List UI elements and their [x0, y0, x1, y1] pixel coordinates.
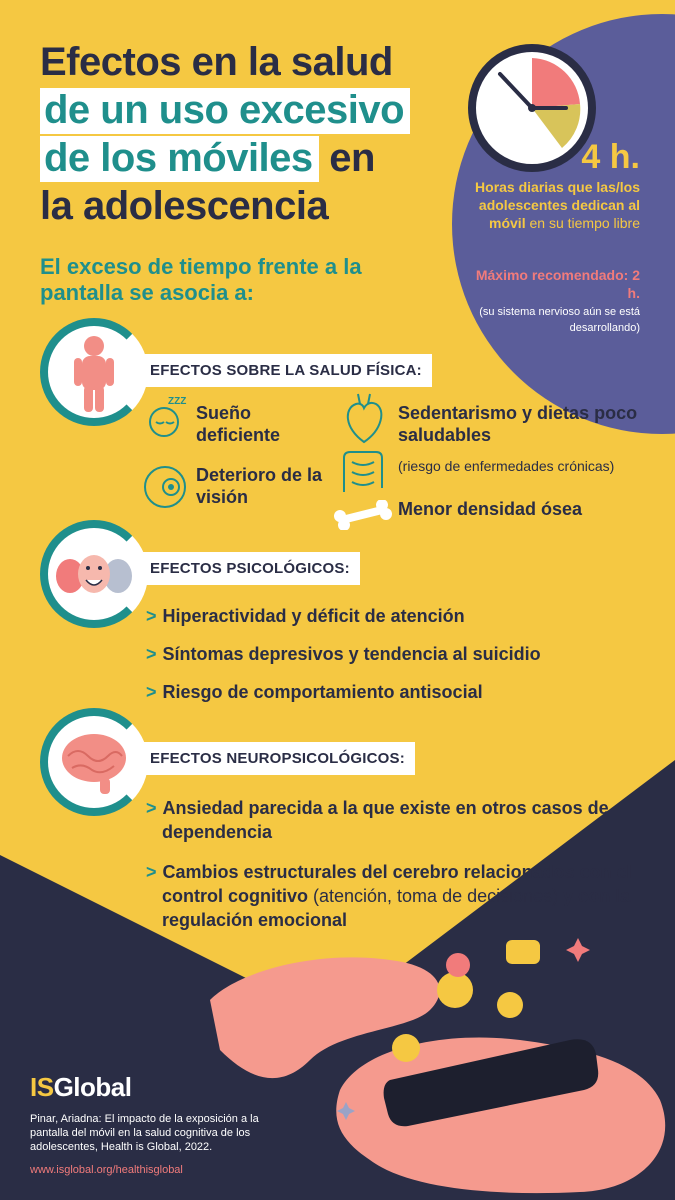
title-highlight-2: de un uso excesivo [40, 88, 410, 134]
title-line-2 [40, 86, 410, 134]
chevron-right-icon: > [146, 798, 157, 818]
hands-phone-illustration [200, 930, 670, 1200]
max-note: (su sistema nervioso aún se está desarrollando) [479, 306, 640, 334]
logo-is: IS [30, 1072, 54, 1102]
isglobal-logo [30, 1072, 131, 1103]
logo-global: Global [53, 1072, 132, 1102]
subtitle: El exceso de tiempo frente a la pantalla se asocia a: [40, 254, 362, 305]
neuro-item-1 [146, 796, 652, 844]
vision-text: Deterioro de la visión [196, 465, 323, 507]
chronic-note: (riesgo de enfermedades crónicas) [398, 458, 615, 474]
sleep-icon [142, 392, 190, 440]
title-line-1: Efectos en la salud [40, 40, 393, 84]
eye-icon [140, 462, 190, 512]
title-line-3 [40, 134, 410, 182]
heart-icon [340, 392, 388, 446]
title-highlight-3: de los móviles [40, 136, 319, 182]
psych-item-3-text: Riesgo de comportamiento antisocial [162, 682, 483, 702]
neuro-label: EFECTOS NEUROPSICOLÓGICOS: [140, 742, 415, 775]
psych-item-2 [146, 642, 646, 666]
max-recommended: Máximo recomendado: 2 h. [475, 267, 640, 301]
chevron-right-icon: > [146, 862, 157, 882]
sleep-text: Sueño deficiente [196, 403, 281, 445]
chevron-right-icon: > [146, 606, 157, 626]
psych-item-3 [146, 680, 646, 704]
hours-value: 4 h. [581, 138, 640, 176]
page-title [40, 38, 410, 230]
hours-description [470, 178, 640, 232]
psych-item-2-text: Síntomas depresivos y tendencia al suicidio [162, 644, 541, 664]
reference-text: Pinar, Ariadna: El impacto de la exposición a la pantalla del móvil en la salud cognitiva de los adolescentes, Health is Global, 2022. [30, 1113, 259, 1153]
svg-text:ZZZ: ZZZ [168, 396, 187, 407]
neuro-item-2-text-a: Cambios estructurales del cerebro relacionados con el control cognitivo [162, 862, 632, 906]
intestine-icon [338, 448, 388, 496]
title-line-3-rest: en [318, 136, 375, 180]
brain-icon [40, 708, 148, 816]
title-line-4: la adolescencia [40, 184, 329, 228]
bone-icon [332, 500, 392, 530]
footer-link[interactable]: www.isglobal.org/healthisglobal [30, 1164, 183, 1176]
body-icon [40, 318, 148, 426]
neuro-item-2 [146, 860, 652, 932]
bone-text: Menor densidad ósea [398, 499, 583, 519]
neuro-item-1-text: Ansiedad parecida a la que existe en otros casos de dependencia [162, 798, 609, 842]
faces-icon [40, 520, 148, 628]
chevron-right-icon: > [146, 682, 157, 702]
neuro-item-2-text-c: y con la regulación emocional [162, 886, 631, 930]
hours-bold-text: Horas diarias que las/los adolescentes dedican al móvil [475, 179, 640, 231]
sedentary-text: Sedentarismo y dietas poco saludables [398, 403, 638, 445]
physical-label: EFECTOS SOBRE LA SALUD FÍSICA: [140, 354, 432, 387]
psych-item-1-text: Hiperactividad y déficit de atención [162, 606, 465, 626]
psych-label: EFECTOS PSICOLÓGICOS: [140, 552, 360, 585]
psych-item-1 [146, 604, 646, 628]
neuro-item-2-text-b: (atención, toma de decisiones) [313, 886, 559, 906]
hours-rest-text: en su tiempo libre [525, 215, 640, 231]
chevron-right-icon: > [146, 644, 157, 664]
